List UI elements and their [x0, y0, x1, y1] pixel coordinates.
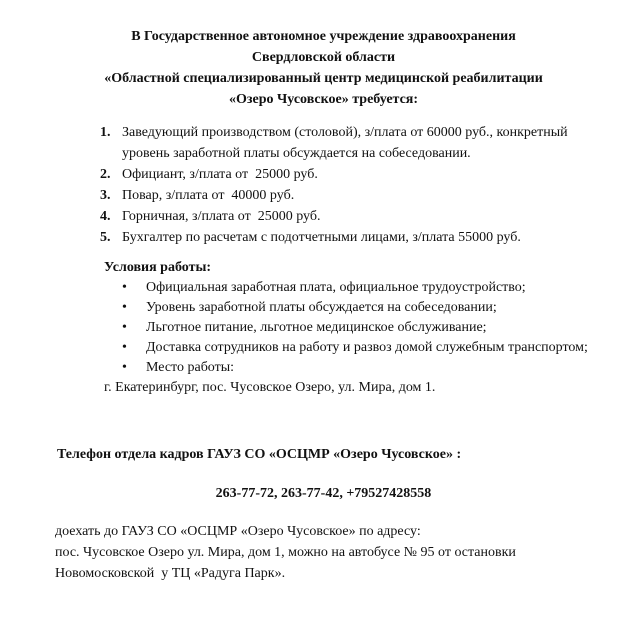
list-item-text: Заведующий производством (столовой), з/плата от 60000 руб., конкретный уровень заработной платы обсуждается на собеседовании.: [122, 125, 572, 161]
directions-line-3: Новомосковской у ТЦ «Радуга Парк».: [55, 566, 286, 581]
vacancy-list: [100, 122, 594, 248]
list-item: [122, 278, 614, 298]
list-item-number: 5.: [100, 230, 111, 245]
list-item-text: Место работы:: [146, 360, 235, 375]
header-line-1: В Государственное автономное учреждение здравоохранения: [131, 29, 516, 44]
list-item: [122, 318, 614, 338]
list-item-number: 4.: [100, 209, 111, 224]
list-item-text: Бухгалтер по расчетам с подотчетными лицами, з/плата 55000 руб.: [122, 230, 521, 245]
list-item: [100, 164, 594, 185]
list-item-text: Официант, з/плата от 25000 руб.: [122, 167, 318, 182]
list-item: [100, 185, 594, 206]
list-item: [122, 298, 614, 318]
list-item-text: Официальная заработная плата, официальное трудоустройство;: [146, 280, 526, 295]
list-item: [100, 206, 594, 227]
list-item-text: Уровень заработной платы обсуждается на собеседовании;: [146, 300, 497, 315]
list-item: [122, 358, 614, 378]
directions-line-1: доехать до ГАУЗ СО «ОСЦМР «Озеро Чусовское» по адресу:: [55, 524, 421, 539]
phone-numbers: 263-77-72, 263-77-42, +79527428558: [215, 486, 432, 501]
list-item-text: Льготное питание, льготное медицинское обслуживание;: [146, 320, 487, 335]
list-item-number: 1.: [100, 125, 111, 140]
bullet-icon: •: [122, 300, 127, 315]
list-item-number: 2.: [100, 167, 111, 182]
directions-line-2: пос. Чусовское Озеро ул. Мира, дом 1, можно на автобусе № 95 от остановки: [55, 545, 516, 560]
list-item: [122, 338, 614, 358]
header-line-3: «Областной специализированный центр медицинской реабилитации: [104, 71, 543, 86]
work-address: г. Екатеринбург, пос. Чусовское Озеро, ул. Мира, дом 1.: [104, 380, 436, 395]
list-item-text: Горничная, з/плата от 25000 руб.: [122, 209, 321, 224]
list-item-number: 3.: [100, 188, 111, 203]
list-item: [100, 227, 594, 248]
contacts-heading: Телефон отдела кадров ГАУЗ СО «ОСЦМР «Озеро Чусовское» :: [57, 447, 462, 462]
header-line-4: «Озеро Чусовское» требуется:: [228, 92, 419, 107]
bullet-icon: •: [122, 340, 127, 355]
header-line-2: Свердловской области: [251, 50, 396, 65]
directions-paragraph: [55, 521, 594, 584]
bullet-icon: •: [122, 280, 127, 295]
document-header: [57, 26, 590, 110]
list-item-text: Повар, з/плата от 40000 руб.: [122, 188, 295, 203]
bullet-icon: •: [122, 360, 127, 375]
conditions-heading: Условия работы:: [104, 260, 212, 275]
bullet-icon: •: [122, 320, 127, 335]
list-item-text: Доставка сотрудников на работу и развоз домой служебным транспортом;: [146, 340, 588, 355]
list-item: [100, 122, 594, 164]
conditions-list: [122, 278, 614, 378]
